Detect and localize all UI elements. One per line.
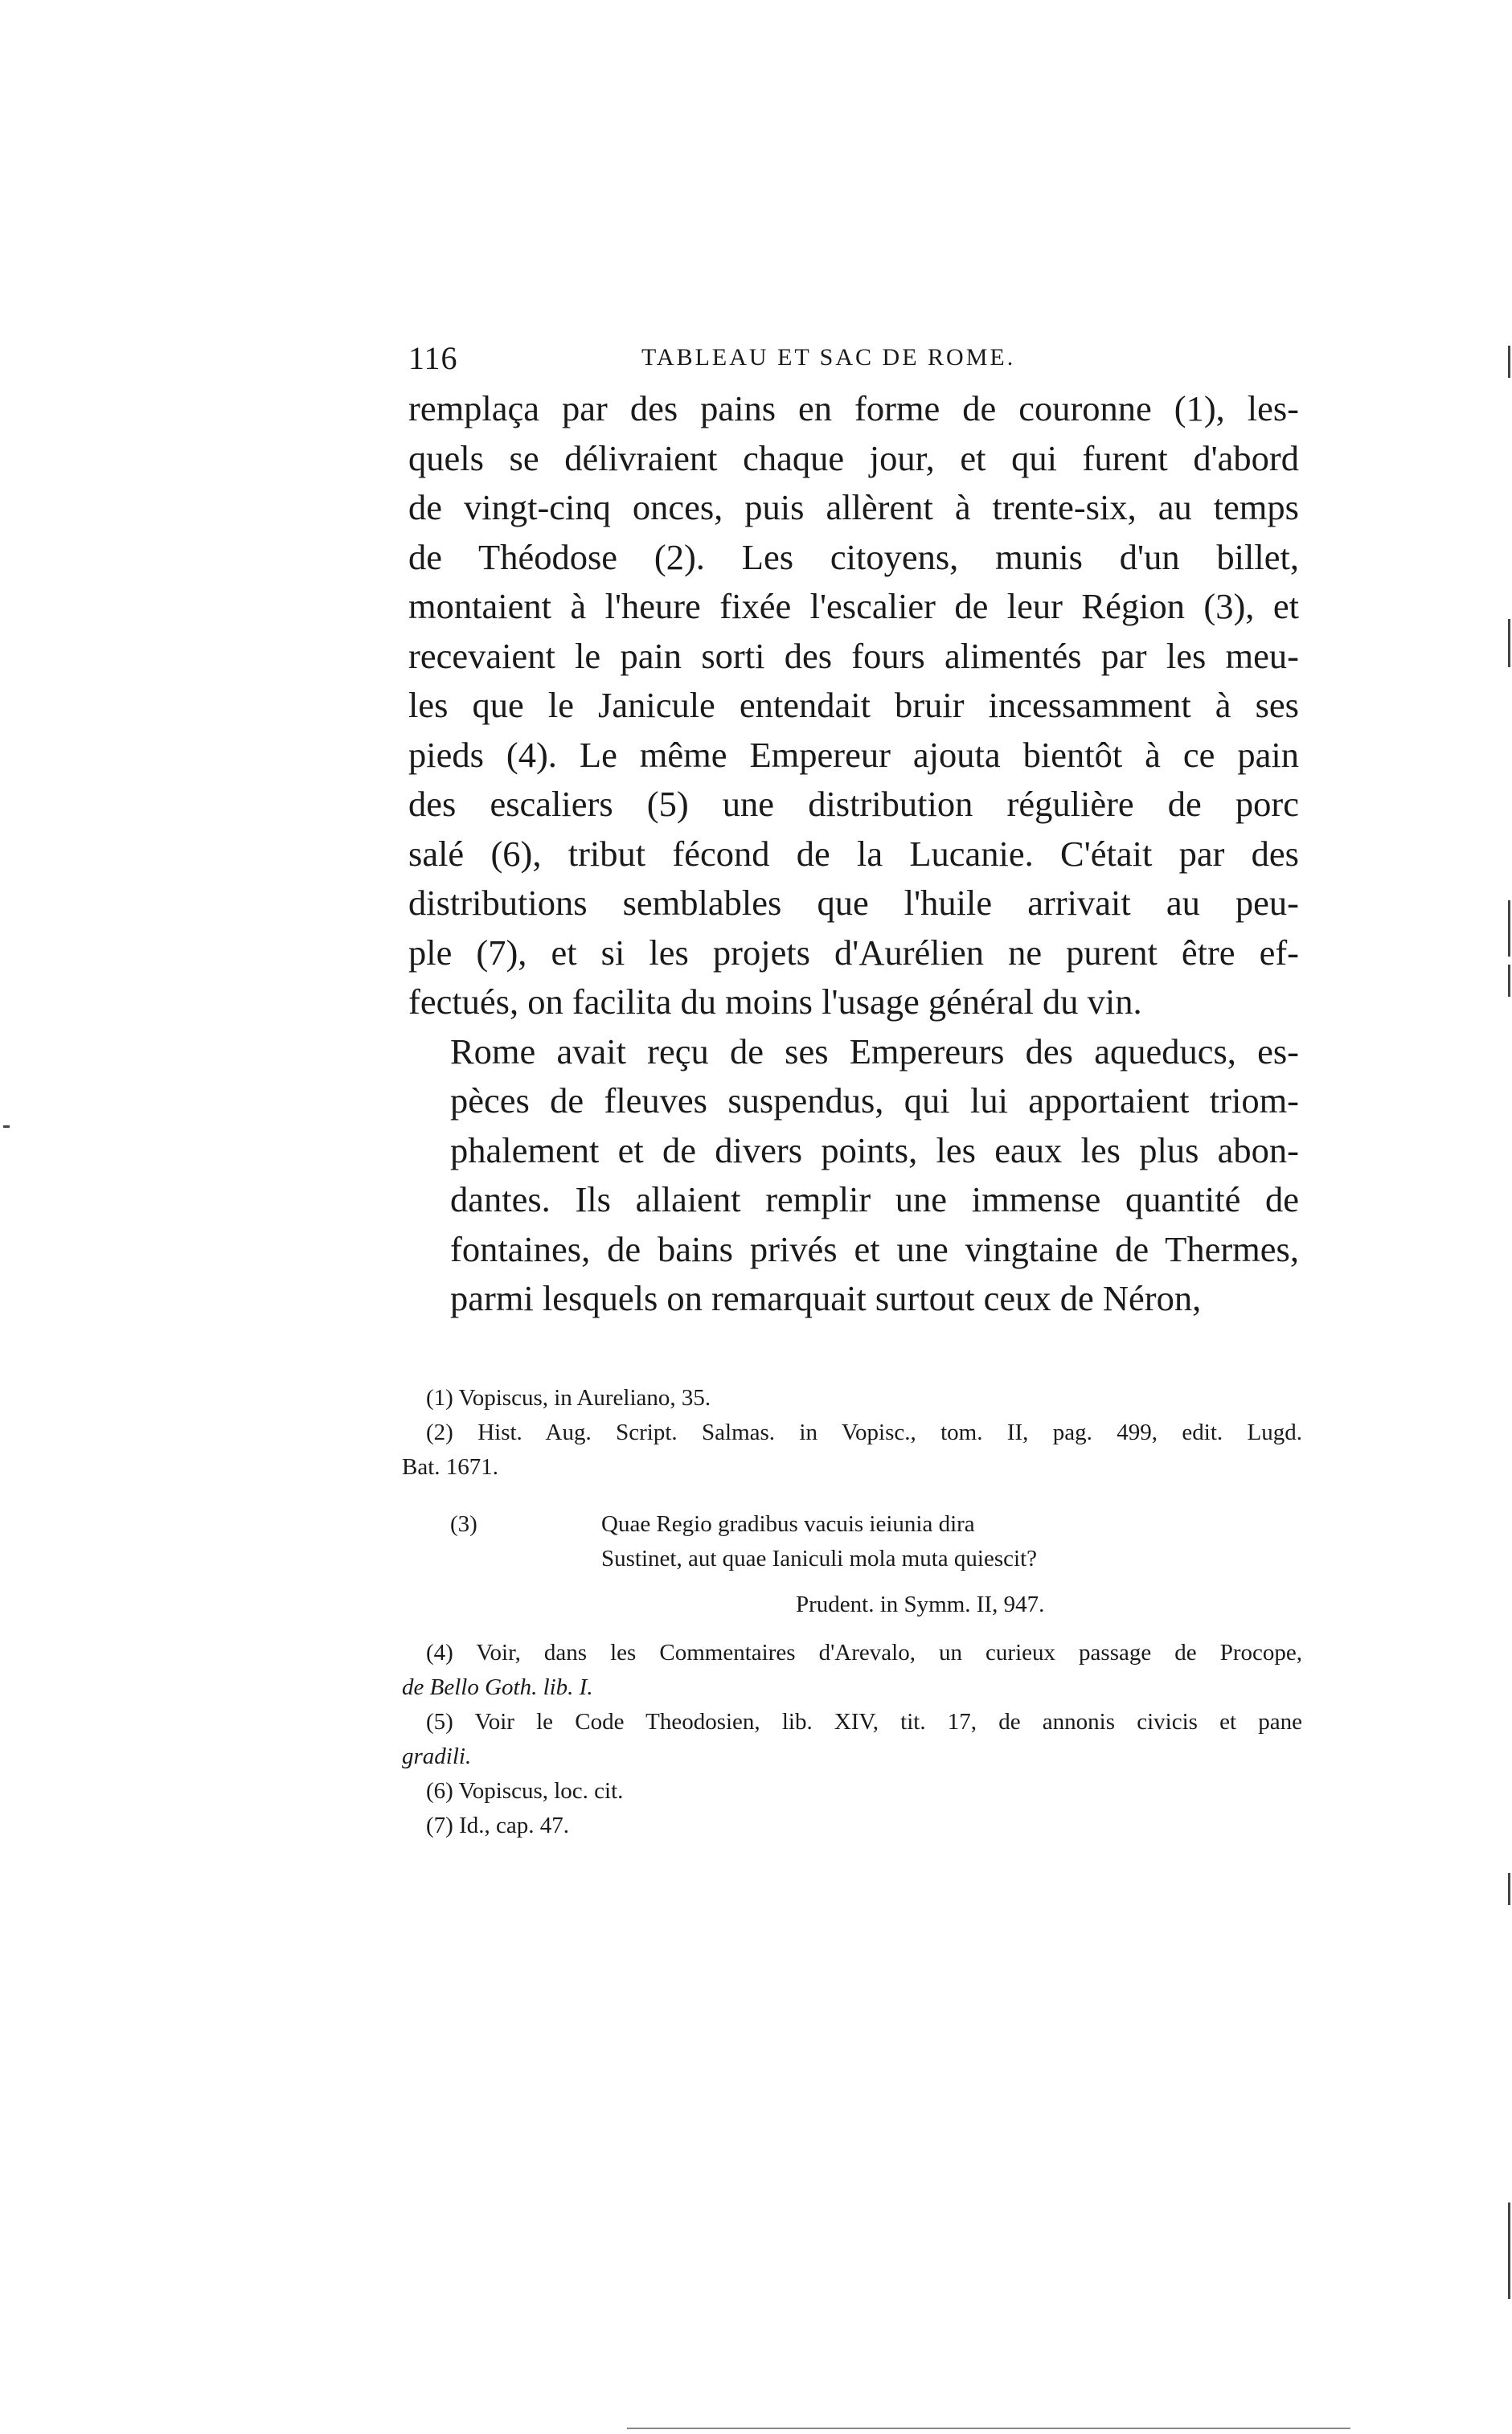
scan-edge-mark [1508, 619, 1510, 667]
verse-line: Sustinet, aut quae Ianiculi mola muta quiescit? [601, 1546, 1037, 1571]
text-line: pieds (4). Le même Empereur ajouta bientôt à ce pain [408, 734, 1299, 775]
footnote-1: (1) Vopiscus, in Aureliano, 35. [426, 1385, 711, 1411]
text-line: salé (6), tribut fécond de la Lucanie. C'était par des [408, 833, 1299, 874]
text-line: phalement et de divers points, les eaux les plus abon- [450, 1129, 1299, 1170]
scan-edge-mark [1508, 2202, 1510, 2299]
text-line: dantes. Ils allaient remplir une immense quantité de [450, 1179, 1299, 1219]
text-line: de vingt-cinq onces, puis allèrent à trente-six, au temps [408, 487, 1299, 527]
running-head: TABLEAU ET SAC DE ROME. [641, 344, 1016, 371]
text-line: quels se délivraient chaque jour, et qui furent d'abord [408, 437, 1299, 478]
footnote-2-line-1: (2) Hist. Aug. Script. Salmas. in Vopisc., tom. II, pag. 499, edit. Lugd. [426, 1420, 1302, 1445]
footnote-4-line-2: de Bello Goth. lib. I. [402, 1674, 593, 1700]
footnote-7: (7) Id., cap. 47. [426, 1813, 569, 1838]
text-line: les que le Janicule entendait bruir incessamment à ses [408, 685, 1299, 725]
page-number: 116 [408, 340, 458, 376]
scan-edge-mark [3, 1125, 10, 1128]
footnote-5-line-1: (5) Voir le Code Theodosien, lib. XIV, tit. 17, de annonis civicis et pane [426, 1709, 1302, 1735]
text-line: parmi lesquels on remarquait surtout ceux de Néron, [450, 1278, 1202, 1318]
footnote-3-number: (3) [450, 1511, 477, 1537]
footnote-3 [426, 1507, 1302, 1636]
text-line: remplaça par des pains en forme de couronne (1), les- [408, 388, 1299, 428]
text-line: montaient à l'heure fixée l'escalier de leur Région (3), et [408, 586, 1299, 626]
footnote-5-line-2: gradili. [402, 1744, 472, 1769]
footnote-4-line-1: (4) Voir, dans les Commentaires d'Arevalo, un curieux passage de Procope, [426, 1640, 1302, 1666]
text-line: pèces de fleuves suspendus, qui lui apportaient triom- [450, 1080, 1299, 1121]
scan-edge-mark [1508, 965, 1510, 997]
text-line: fectués, on facilita du moins l'usage général du vin. [408, 981, 1142, 1022]
paragraph-2 [408, 1027, 1299, 1324]
text-line: recevaient le pain sorti des fours alimentés par les meu- [408, 635, 1299, 676]
text-line: distributions semblables que l'huile arrivait au peu- [408, 883, 1299, 923]
text-line: de Théodose (2). Les citoyens, munis d'un billet, [408, 536, 1299, 577]
footnotes [402, 1381, 1302, 1843]
paragraph-1 [408, 384, 1299, 1027]
footnote-2-line-2: Bat. 1671. [402, 1454, 499, 1480]
text-line: ple (7), et si les projets d'Aurélien ne purent être ef- [408, 932, 1299, 973]
scan-edge-mark [1508, 346, 1510, 378]
verse-line: Quae Regio gradibus vacuis ieiunia dira [601, 1511, 975, 1537]
scan-edge-mark [1508, 1873, 1510, 1905]
text-line: fontaines, de bains privés et une vingtaine de Thermes, [450, 1228, 1299, 1269]
verse-source: Prudent. in Symm. II, 947. [796, 1592, 1045, 1617]
scan-edge-mark [1508, 900, 1510, 957]
text-line: des escaliers (5) une distribution régulière de porc [408, 784, 1299, 824]
page-header [408, 339, 1301, 379]
scan-edge-mark [627, 2428, 1350, 2429]
body-text [408, 384, 1299, 1324]
text-line: Rome avait reçu de ses Empereurs des aqueducs, es- [450, 1031, 1299, 1072]
footnote-6: (6) Vopiscus, loc. cit. [426, 1778, 624, 1804]
